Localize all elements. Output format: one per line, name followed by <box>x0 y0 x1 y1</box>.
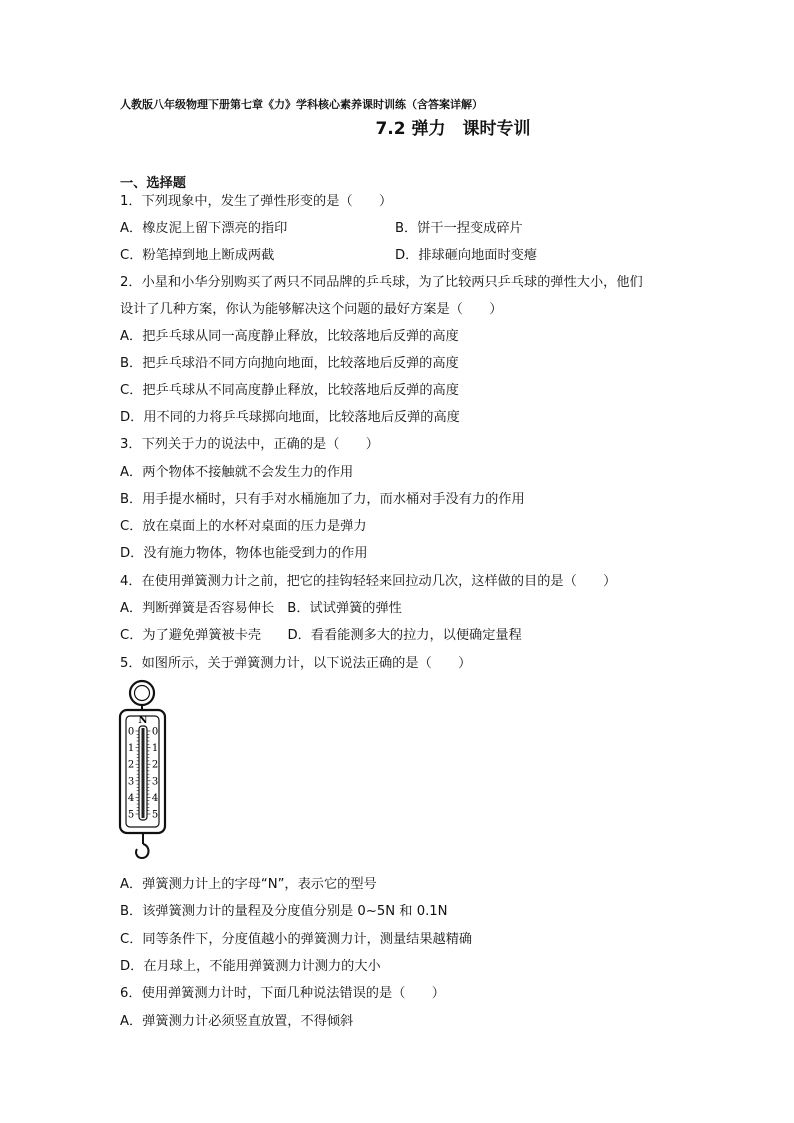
top-ring <box>130 681 154 705</box>
scale-label-left-5: 5 <box>127 809 135 821</box>
q4-options-ab: A．判断弹簧是否容易伸长 B．试试弹簧的弹性 <box>120 601 402 616</box>
q2-option-d: D．用不同的力将乒乓球掷向地面，比较落地后反弹的高度 <box>120 410 460 425</box>
q6-stem: 6．使用弹簧测力计时，下面几种说法错误的是（ ） <box>120 986 445 1001</box>
q3-option-d: D．没有施力物体，物体也能受到力的作用 <box>120 546 368 561</box>
q3-option-c: C．放在桌面上的水杯对桌面的压力是弹力 <box>120 519 367 534</box>
unit-label: N <box>138 715 148 726</box>
q5-option-a: A．弹簧测力计上的字母“N”，表示它的型号 <box>120 877 377 892</box>
q3-stem: 3．下列关于力的说法中，正确的是（ ） <box>120 437 379 452</box>
scale-label-right-0: 0 <box>151 726 159 738</box>
q1-option-b: B．饼干一捏变成碎片 <box>395 221 523 236</box>
scale-label-left-1: 1 <box>127 743 135 755</box>
scale-label-right-1: 1 <box>151 743 159 755</box>
scale-label-right-4: 4 <box>151 792 159 804</box>
scale-label-left-4: 4 <box>127 792 135 804</box>
spring-indicator <box>142 728 145 818</box>
q3-option-b: B．用手提水桶时，只有手对水桶施加了力，而水桶对手没有力的作用 <box>120 492 525 507</box>
q6-option-a: A．弹簧测力计必须竖直放置，不得倾斜 <box>120 1014 354 1029</box>
q1-option-d: D．排球砸向地面时变瘪 <box>395 248 538 263</box>
q2-option-c: C．把乒乓球从不同高度静止释放，比较落地后反弹的高度 <box>120 383 459 398</box>
q4-stem: 4．在使用弹簧测力计之前，把它的挂钩轻轻来回拉动几次，这样做的目的是（ ） <box>120 574 617 589</box>
q2-stem-line2: 设计了几种方案，你认为能够解决这个问题的最好方案是（ ） <box>120 302 503 317</box>
hook <box>136 844 148 858</box>
scale-label-right-5: 5 <box>151 809 159 821</box>
scale-label-left-0: 0 <box>127 726 135 738</box>
spring-scale-figure <box>116 676 176 866</box>
q4-options-cd: C．为了避免弹簧被卡壳 D．看看能测多大的拉力，以便确定量程 <box>120 628 522 643</box>
q5-option-d: D．在月球上，不能用弹簧测力计测力的大小 <box>120 959 381 974</box>
document-subtitle: 人教版八年级物理下册第七章《力》学科核心素养课时训练（含答案详解） <box>120 98 483 111</box>
q3-option-a: A．两个物体不接触就不会发生力的作用 <box>120 465 354 480</box>
q5-option-c: C．同等条件下，分度值越小的弹簧测力计，测量结果越精确 <box>120 932 473 947</box>
q5-stem: 5．如图所示，关于弹簧测力计，以下说法正确的是（ ） <box>120 656 472 671</box>
scale-label-right-2: 2 <box>151 759 159 771</box>
scale-label-left-2: 2 <box>127 759 135 771</box>
scale-labels-right <box>152 727 158 821</box>
title-text: 7.2 弹力 课时专训 <box>375 119 531 139</box>
scale-labels-left <box>128 727 134 821</box>
q1-option-c: C．粉笔掉到地上断成两截 <box>120 248 275 263</box>
top-ring-inner <box>135 686 150 701</box>
q2-option-a: A．把乒乓球从同一高度静止释放，比较落地后反弹的高度 <box>120 329 459 344</box>
q2-option-b: B．把乒乓球沿不同方向抛向地面，比较落地后反弹的高度 <box>120 356 459 371</box>
scale-label-right-3: 3 <box>151 776 159 788</box>
document-title <box>0 114 794 139</box>
section-heading: 一、选择题 <box>120 176 186 191</box>
scale-label-left-3: 3 <box>127 776 135 788</box>
q2-stem-line1: 2．小星和小华分别购买了两只不同品牌的乒乓球，为了比较两只乒乓球的弹性大小，他们 <box>120 275 643 290</box>
q5-option-b: B．该弹簧测力计的量程及分度值分别是 0~5N 和 0.1N <box>120 904 448 919</box>
q1-stem: 1．下列现象中，发生了弹性形变的是（ ） <box>120 194 393 209</box>
q1-option-a: A．橡皮泥上留下漂亮的指印 <box>120 221 288 236</box>
